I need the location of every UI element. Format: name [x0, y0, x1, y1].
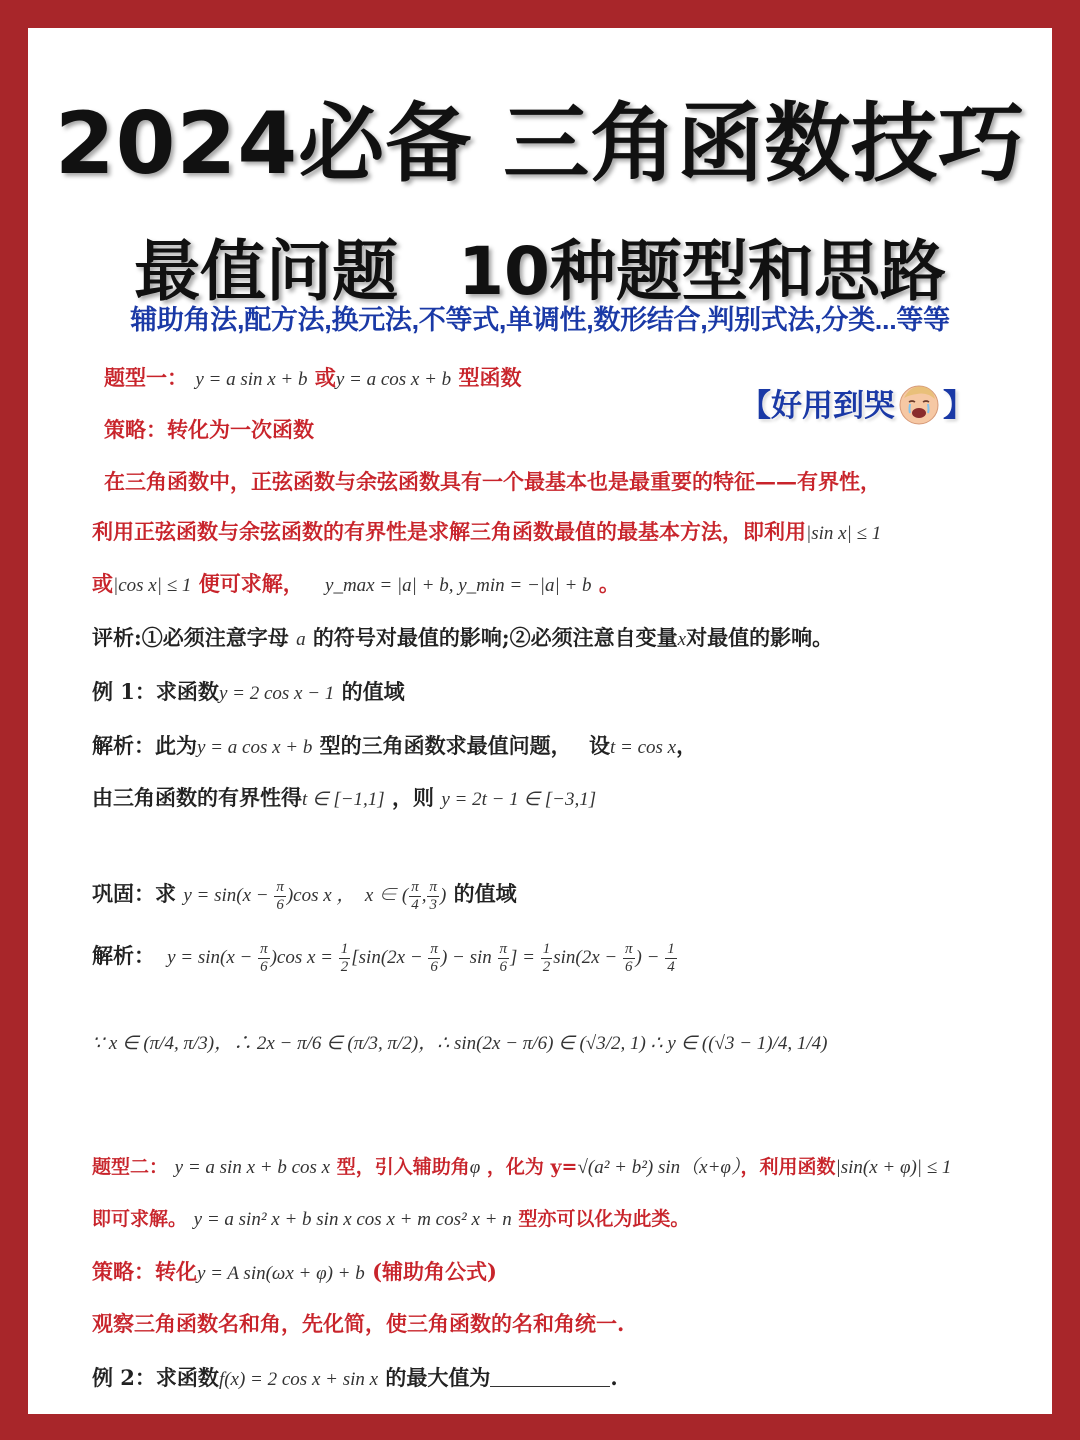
crying-baby-icon [897, 382, 941, 426]
type2-strategy: 策略：转化y = A sin(ωx + φ) + b (辅助角公式) [92, 1259, 497, 1284]
example1-solution-2: 由三角函数的有界性得t ∈ [−1,1] ，则 y = 2t − 1 ∈ [−3,1] [92, 785, 597, 810]
subtitle-count: 10种题型和思路 [458, 233, 946, 310]
badge [740, 380, 974, 426]
example2-question: 例 2：求函数f(x) = 2 cos x + sin x 的最大值为 . [92, 1365, 618, 1390]
cos-bound: |cos x| ≤ 1 [113, 575, 192, 596]
consolidate-question: 巩固：求 y = sin(x − $\frac{\pi}{6}$ )cos x ， x ∈ ( $\frac{\pi}{4}$ , $\frac{\pi}{3}$ ) 的值域 [92, 879, 517, 914]
badge-close: 】 [943, 388, 974, 424]
consolidate-therefore [92, 1028, 828, 1055]
badge-text: 【好用到哭 [740, 388, 895, 424]
type2-heading: 题型二： y = a sin x + b cos x 型，引入辅助角φ ，化为 y=√(a² + b²) sin（x+φ），利用函数|sin(x + φ)| ≤ 1 [92, 1156, 952, 1178]
type1-comment: 评析:①必须注意字母 a 的符号对最值的影响;②必须注意自变量x对最值的影响。 [92, 625, 834, 650]
consolidate-therefore-text: ∵ x ∈ (π/4, π/3)，∴ 2x − π/6 ∈ (π/3, π/2)，∴ sin(2x − π/6) ∈ (√3/2, 1) ∴ y ∈ ((√3 − 1)/4, 1/4) [92, 1033, 828, 1054]
methods-list: 辅助角法,配方法,换元法,不等式,单调性,数形结合,判别式法,分类...等等 [130, 305, 950, 335]
consolidate-solution: 解析： y = sin(x − $\frac{\pi}{6}$ )cos x = $\frac{1}{2}$ [sin(2x − $\frac{\pi}{6}$ ) − sin $\frac{\pi}{6}$ ] = $\frac{1}{2}$ sin(2x − $\frac{\pi}{6}$ ) − $\frac{1}{4}$ [92, 941, 675, 976]
type1-paragraph-3: 或|cos x| ≤ 1 便可求解， y_max = |a| + b, y_min = −|a| + b 。 [92, 571, 620, 596]
answer-blank [490, 1368, 610, 1387]
type1-heading: 题型一： y = a sin x + b 或y = a cos x + b 型函数 [104, 365, 522, 390]
document-sheet [28, 28, 1052, 1414]
type1-formula-b: y = a cos x + b [335, 369, 452, 390]
type1-paragraph-1: 在三角函数中，正弦函数与余弦函数具有一个最基本也是最重要的特征——有界性， [104, 469, 881, 494]
example1-question: 例 1：求函数y = 2 cos x − 1 的值域 [92, 679, 405, 704]
page-title: 2024必备 三角函数技巧 [54, 94, 1026, 194]
example1-solution: 解析：此为y = a cos x + b 型的三角函数求最值问题， 设t = cos x， [92, 733, 698, 758]
subtitle-topic: 最值问题 [134, 233, 399, 310]
type1-paragraph-2: 利用正弦函数与余弦函数的有界性是求解三角函数最值的最基本方法，即利用|sin x| ≤ 1 [92, 519, 882, 544]
type2-line-2: 即可求解。 y = a sin² x + b sin x cos x + m cos² x + n 型亦可以化为此类。 [92, 1208, 690, 1230]
type1-formula-a: y = a sin x + b [195, 369, 308, 390]
type1-strategy: 策略：转化为一次函数 [104, 417, 314, 442]
sin-bound: |sin x| ≤ 1 [806, 523, 882, 544]
extreme-values: y_max = |a| + b, y_min = −|a| + b [325, 575, 592, 596]
type2-observe: 观察三角函数名和角，先化简，使三角函数的名和角统一. [92, 1311, 625, 1336]
